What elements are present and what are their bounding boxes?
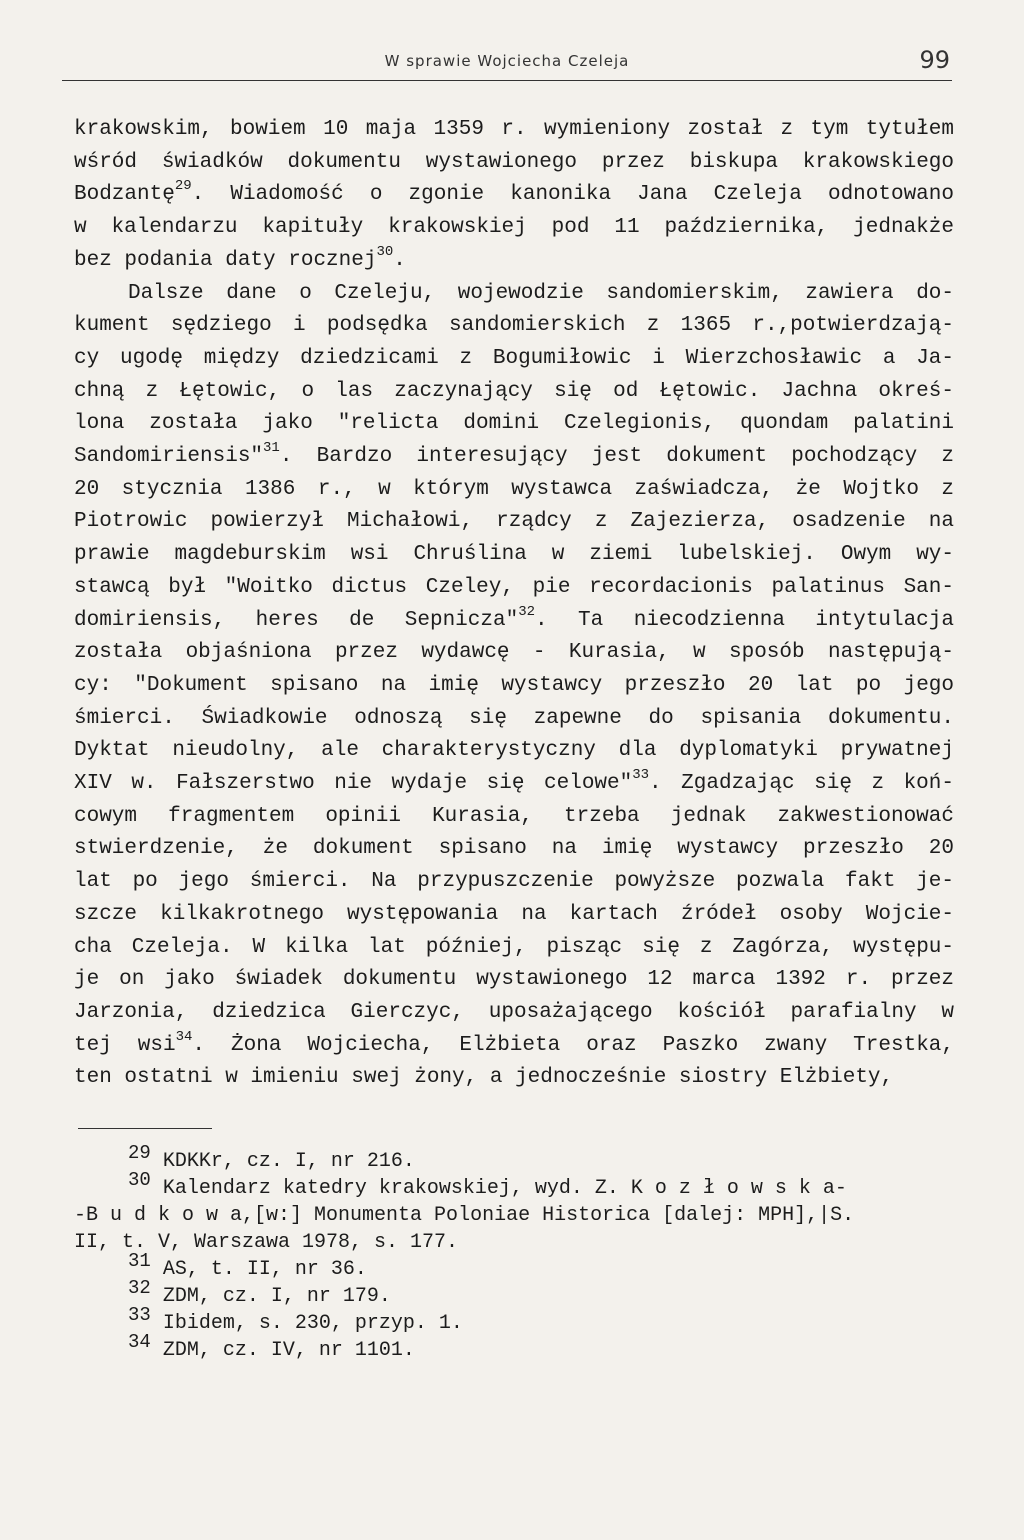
line-text: lona została jako "relicta domini Czelegionis, quondam palatini [74,412,954,436]
text-line [74,605,954,638]
line-text: szcze kilkakrotnego występowania na kartach źródeł osoby Wojcie- [74,902,954,926]
footnote-ref: 31 [263,440,280,457]
footnote-ref: 29 [174,178,192,195]
footnote-number: 31 [128,1250,151,1272]
text-line [74,343,954,376]
text-line [74,703,954,736]
line-text: wśród świadków dokumentu wystawionego przez biskupa krakowskiego [74,150,954,174]
footnote-text: II, t. V, Warszawa 1978, s. 177. [74,1231,459,1254]
text-line [74,539,954,572]
text-line [74,572,954,605]
line-text: cha Czeleja. W kilka lat później, pisząc się z Zagórza, występu- [74,935,954,959]
line-text: stwierdzenie, że dokument spisano na imię wystawcy przeszło 20 [74,837,954,861]
line-text-after: . Zgadzając się z koń- [649,772,954,796]
footnote-text: Ibidem, s. 230, przyp. 1. [150,1312,463,1335]
line-text: cy: "Dokument spisano na imię wystawcy przeszło 20 lat po jego [74,673,954,697]
text-line [74,114,954,147]
line-text: domiriensis, heres de Sepnicza" [74,608,519,632]
footnote-text: AS, t. II, nr 36. [150,1258,367,1281]
line-text: Sandomiriensis" [74,445,264,469]
footnote-ref: 33 [632,767,650,784]
text-line [74,833,954,866]
text-line [74,506,954,539]
text-line [74,866,954,899]
text-line [74,179,954,212]
text-line [74,932,954,965]
line-text: w kalendarzu kapituły krakowskiej pod 11 października, jednakże [74,216,954,240]
text-line [74,637,954,670]
footnote [74,1169,964,1202]
paragraph-2 [74,278,954,1096]
line-text: Bodzantę [74,183,175,207]
footnote-text: ZDM, cz. I, nr 179. [150,1285,391,1308]
line-text: Dalsze dane o Czeleju, wojewodzie sandomierskim, zawiera do- [128,281,954,305]
footnote-number: 33 [128,1304,151,1326]
line-text: krakowskim, bowiem 10 maja 1359 r. wymieniony został z tym tytułem [74,118,954,141]
line-text: cy ugodę między dziedzicami z Bogumiłowic i Wierzchosławic a Ja- [74,346,954,370]
line-text: Piotrowic powierzył Michałowi, rządcy z Zajezierza, osadzenie na [74,510,954,534]
footnote [74,1142,964,1175]
line-text: Jarzonia, dziedzica Gierczyc, uposażającego kościół parafialny w [74,1000,954,1024]
page-header [62,46,952,81]
footnote-text: -B u d k o w a,[w:] Monumenta Poloniae Historica [dalej: MPH],|S. [74,1204,855,1227]
line-text: cowym fragmentem opinii Kurasia, trzeba jednak zakwestionować [74,804,954,828]
text-line [74,474,954,507]
footnote [74,1229,964,1256]
text-line [74,147,954,180]
footnote [74,1277,964,1310]
line-text-after: . Bardzo interesujący jest dokument pochodzący z [279,445,954,469]
footnote-number: 29 [128,1142,151,1164]
footnote-ref: 32 [518,603,535,620]
line-text-after: . [393,248,406,272]
text-line [74,408,954,441]
footnote [74,1304,964,1337]
footnote [74,1250,964,1283]
line-text: 20 stycznia 1386 r., w którym wystawca zaświadcza, że Wojtko z [74,477,954,501]
line-text: stawcą był "Woitko dictus Czeley, pie recordacionis palatinus San- [74,575,954,599]
running-head: W sprawie Wojciecha Czeleja [384,52,630,70]
text-line [74,376,954,409]
footnote-ref: 34 [175,1028,193,1045]
text-line [74,768,954,801]
line-text: bez podania daty rocznej [74,248,377,272]
body-text [74,114,954,1095]
line-text-after: . Wiadomość o zgonie kanonika Jana Czeleja odnotowano [191,183,954,207]
footnote-number: 32 [128,1277,151,1299]
text-line [74,997,954,1030]
text-line [74,245,954,278]
paragraph-1 [74,114,954,278]
line-text: prawie magdeburskim wsi Chruślina w ziemi lubelskiej. Owym wy- [74,543,954,567]
footnote-separator [78,1128,212,1129]
line-text-after: . Ta niecodzienna intytulacja [535,608,954,632]
line-text: lat po jego śmierci. Na przypuszczenie powyższe pozwala fakt je- [74,870,954,894]
text-line [74,1030,954,1063]
text-line [74,801,954,834]
text-line [74,310,954,343]
text-line [74,670,954,703]
text-line [74,278,954,311]
line-text: chną z Łętowic, o las zaczynający się od Łętowic. Jachna okreś- [74,379,954,403]
footnote-ref: 30 [376,243,394,260]
footnote-number: 34 [128,1331,151,1353]
footnote-text: ZDM, cz. IV, nr 1101. [150,1339,415,1362]
text-line [74,735,954,768]
footnote-text: KDKKr, cz. I, nr 216. [150,1150,415,1173]
line-text: tej wsi [74,1033,176,1057]
text-line [74,899,954,932]
text-line [74,964,954,997]
line-text: je on jako świadek dokumentu wystawionego 12 marca 1392 r. przez [74,968,954,992]
footnote [74,1331,964,1364]
line-text-after: . Żona Wojciecha, Elżbieta oraz Paszko zwany Trestka, [192,1033,954,1057]
line-text: kument sędziego i podsędka sandomierskich z 1365 r.,potwierdzają- [74,314,954,338]
text-line [74,212,954,245]
footnotes [74,1142,964,1364]
text-line [74,1062,954,1095]
footnote [74,1202,964,1229]
text-line [74,441,954,474]
page-number: 99 [919,46,950,74]
line-text: ten ostatni w imieniu swej żony, a jednocześnie siostry Elżbiety, [74,1066,894,1090]
footnote-text: Kalendarz katedry krakowskiej, wyd. Z. K o z ł o w s k a- [150,1177,847,1200]
line-text: śmierci. Świadkowie odnoszą się zapewne do spisania dokumentu. [74,706,954,730]
line-text: XIV w. Fałszerstwo nie wydaje się celowe" [74,772,633,796]
footnote-number: 30 [128,1169,151,1191]
line-text: została objaśniona przez wydawcę - Kurasia, w sposób następują- [74,641,954,665]
line-text: Dyktat nieudolny, ale charakterystyczny dla dyplomatyki prywatnej [74,739,954,763]
